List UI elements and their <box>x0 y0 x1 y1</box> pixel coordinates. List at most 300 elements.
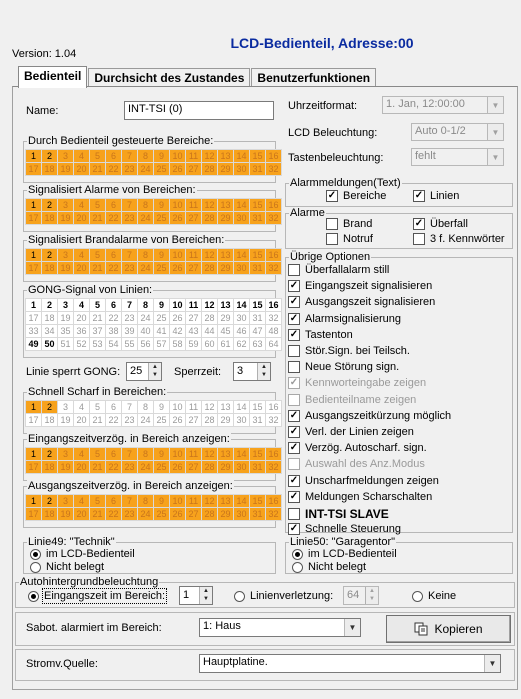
option-checkbox[interactable] <box>288 458 425 470</box>
area-cell[interactable]: 31 <box>250 461 265 473</box>
stromv-select[interactable] <box>199 654 501 673</box>
area-cell[interactable]: 22 <box>106 508 121 520</box>
area-cell[interactable]: 23 <box>122 212 137 224</box>
area-cell[interactable]: 2 <box>42 401 57 413</box>
area-cell[interactable]: 32 <box>266 163 281 175</box>
area-cell[interactable]: 10 <box>170 448 185 460</box>
area-cell[interactable]: 3 <box>58 401 73 413</box>
area-cell[interactable]: 16 <box>266 495 281 507</box>
area-cell[interactable]: 24 <box>138 262 153 274</box>
area-cell[interactable]: 28 <box>202 508 217 520</box>
area-cell[interactable]: 30 <box>234 163 249 175</box>
area-cell[interactable]: 10 <box>170 150 185 162</box>
linie50-option-nicht[interactable] <box>292 561 366 573</box>
area-cell[interactable]: 7 <box>122 249 137 261</box>
area-cell[interactable]: 17 <box>26 163 41 175</box>
checkbox-box[interactable] <box>288 264 300 276</box>
area-cell[interactable]: 21 <box>90 262 105 274</box>
area-cell[interactable]: 21 <box>90 163 105 175</box>
area-cell[interactable]: 17 <box>26 508 41 520</box>
area-cell[interactable]: 31 <box>250 262 265 274</box>
area-cell[interactable]: 9 <box>154 150 169 162</box>
tab-durchsicht[interactable]: Durchsicht des Zustandes <box>88 68 250 87</box>
area-cell[interactable]: 16 <box>266 150 281 162</box>
area-cell[interactable]: 3 <box>58 150 73 162</box>
area-cell[interactable]: 28 <box>202 212 217 224</box>
area-cell[interactable]: 26 <box>170 262 185 274</box>
area-cell[interactable]: 1 <box>26 249 41 261</box>
area-cell[interactable]: 16 <box>266 199 281 211</box>
area-cell[interactable]: 29 <box>218 212 233 224</box>
area-cell[interactable]: 22 <box>106 163 121 175</box>
area-cell[interactable]: 12 <box>202 495 217 507</box>
area-cell[interactable]: 12 <box>202 150 217 162</box>
area-cell[interactable]: 3 <box>58 249 73 261</box>
area-cell[interactable]: 1 <box>26 401 41 413</box>
area-cell[interactable]: 24 <box>138 163 153 175</box>
area-cell[interactable]: 29 <box>218 461 233 473</box>
area-cell[interactable]: 21 <box>90 461 105 473</box>
option-checkbox[interactable] <box>288 313 401 325</box>
area-cell[interactable]: 26 <box>170 212 185 224</box>
area-cell[interactable]: 4 <box>74 401 89 413</box>
area-cell[interactable]: 30 <box>234 414 249 426</box>
area-cell[interactable]: 35 <box>58 325 73 337</box>
area-cell[interactable]: 7 <box>122 495 137 507</box>
linienverletzung-radio[interactable] <box>234 590 333 602</box>
area-cell[interactable]: 29 <box>218 312 233 324</box>
area-cell[interactable]: 10 <box>170 495 185 507</box>
area-cell[interactable]: 25 <box>154 163 169 175</box>
checkbox-box[interactable] <box>288 345 300 357</box>
area-cell[interactable]: 12 <box>202 249 217 261</box>
area-cell[interactable]: 12 <box>202 199 217 211</box>
radio-button[interactable] <box>292 549 303 560</box>
area-cell[interactable]: 15 <box>250 249 265 261</box>
area-cell[interactable]: 14 <box>234 150 249 162</box>
area-cell[interactable]: 32 <box>266 508 281 520</box>
area-cell[interactable]: 16 <box>266 448 281 460</box>
area-cell[interactable]: 47 <box>250 325 265 337</box>
radio-button[interactable] <box>28 591 39 602</box>
radio-button[interactable] <box>412 591 423 602</box>
area-cell[interactable]: 10 <box>170 299 185 311</box>
area-cell[interactable]: 3 <box>58 448 73 460</box>
gong-grid[interactable] <box>25 298 282 351</box>
area-cell[interactable]: 23 <box>122 163 137 175</box>
area-cell[interactable]: 1 <box>26 150 41 162</box>
lcd-beleuchtung-select[interactable] <box>411 123 504 141</box>
area-cell[interactable]: 25 <box>154 212 169 224</box>
notruf-checkbox[interactable] <box>326 233 373 245</box>
sabot-select[interactable] <box>199 618 361 637</box>
area-cell[interactable]: 2 <box>42 150 57 162</box>
area-cell[interactable]: 25 <box>154 312 169 324</box>
area-cell[interactable]: 31 <box>250 212 265 224</box>
area-cell[interactable]: 48 <box>266 325 281 337</box>
option-checkbox[interactable] <box>288 280 432 292</box>
area-cell[interactable]: 22 <box>106 414 121 426</box>
area-cell[interactable]: 32 <box>266 461 281 473</box>
area-cell[interactable]: 28 <box>202 461 217 473</box>
area-cell[interactable]: 23 <box>122 262 137 274</box>
area-cell[interactable]: 26 <box>170 312 185 324</box>
area-cell[interactable]: 15 <box>250 299 265 311</box>
checkbox-box[interactable]: ✓ <box>414 218 424 229</box>
radio-button[interactable] <box>234 591 245 602</box>
area-cell[interactable]: 46 <box>234 325 249 337</box>
area-cell[interactable]: 50 <box>42 338 57 350</box>
area-cell[interactable]: 7 <box>122 199 137 211</box>
area-cell[interactable]: 9 <box>154 495 169 507</box>
area-cell[interactable]: 20 <box>74 212 89 224</box>
checkbox-box[interactable]: ✓ <box>289 328 299 340</box>
checkbox-box[interactable]: ✓ <box>289 490 299 502</box>
area-cell[interactable]: 11 <box>186 448 201 460</box>
area-cell[interactable]: 19 <box>58 414 73 426</box>
area-cell[interactable]: 17 <box>26 461 41 473</box>
area-cell[interactable]: 15 <box>250 401 265 413</box>
area-cell[interactable]: 16 <box>266 249 281 261</box>
area-cell[interactable]: 23 <box>122 414 137 426</box>
area-cell[interactable]: 14 <box>234 448 249 460</box>
area-cell[interactable]: 30 <box>234 312 249 324</box>
area-cell[interactable]: 18 <box>42 163 57 175</box>
area-cell[interactable]: 9 <box>154 199 169 211</box>
area-cell[interactable]: 2 <box>42 495 57 507</box>
area-cell[interactable]: 13 <box>218 249 233 261</box>
area-cell[interactable]: 16 <box>266 299 281 311</box>
area-cell[interactable]: 26 <box>170 414 185 426</box>
area-cell[interactable]: 6 <box>106 249 121 261</box>
brand-checkbox[interactable] <box>326 218 372 230</box>
area-cell[interactable]: 15 <box>250 150 265 162</box>
option-checkbox[interactable] <box>288 394 416 406</box>
radio-button[interactable] <box>30 562 41 573</box>
spinner-arrows-icon[interactable]: ▲ ▼ <box>257 363 270 380</box>
area-cell[interactable]: 19 <box>58 212 73 224</box>
checkbox-box[interactable]: ✓ <box>289 377 299 389</box>
area-cell[interactable]: 18 <box>42 312 57 324</box>
area-cell[interactable]: 4 <box>74 249 89 261</box>
tab-bedienteil[interactable]: Bedienteil <box>18 66 87 88</box>
area-cell[interactable]: 52 <box>74 338 89 350</box>
area-cell[interactable]: 14 <box>234 199 249 211</box>
area-cell[interactable]: 21 <box>90 212 105 224</box>
area-cell[interactable]: 8 <box>138 401 153 413</box>
area-cell[interactable]: 18 <box>42 262 57 274</box>
checkbox-box[interactable]: ✓ <box>289 312 299 324</box>
area-cell[interactable]: 24 <box>138 312 153 324</box>
sperrzeit-spinner[interactable] <box>233 362 271 381</box>
eingangszeit-bereich-grid[interactable] <box>25 447 282 474</box>
kennwoerter-checkbox[interactable] <box>413 233 505 245</box>
area-cell[interactable]: 19 <box>58 163 73 175</box>
area-cell[interactable]: 4 <box>74 299 89 311</box>
eingangszeit-radio[interactable] <box>28 590 165 602</box>
area-cell[interactable]: 3 <box>58 299 73 311</box>
area-cell[interactable]: 19 <box>58 312 73 324</box>
area-cell[interactable]: 31 <box>250 163 265 175</box>
checkbox-box[interactable]: ✓ <box>289 523 299 535</box>
area-cell[interactable]: 7 <box>122 299 137 311</box>
area-cell[interactable]: 5 <box>90 249 105 261</box>
area-cell[interactable]: 44 <box>202 325 217 337</box>
area-cell[interactable]: 24 <box>138 508 153 520</box>
option-checkbox[interactable] <box>288 361 399 373</box>
spinner-arrows-icon[interactable]: ▲ ▼ <box>365 587 378 604</box>
area-cell[interactable]: 56 <box>138 338 153 350</box>
area-cell[interactable]: 32 <box>266 312 281 324</box>
area-cell[interactable]: 5 <box>90 495 105 507</box>
area-cell[interactable]: 25 <box>154 262 169 274</box>
area-cell[interactable]: 22 <box>106 312 121 324</box>
option-checkbox[interactable] <box>288 345 410 357</box>
area-cell[interactable]: 13 <box>218 495 233 507</box>
area-cell[interactable]: 26 <box>170 163 185 175</box>
area-cell[interactable]: 55 <box>122 338 137 350</box>
area-cell[interactable]: 4 <box>74 448 89 460</box>
area-cell[interactable]: 25 <box>154 461 169 473</box>
option-checkbox[interactable] <box>288 329 353 341</box>
option-checkbox[interactable] <box>288 296 435 308</box>
area-cell[interactable]: 49 <box>26 338 41 350</box>
linien-checkbox[interactable] <box>413 190 459 202</box>
checkbox-box[interactable]: ✓ <box>289 442 299 454</box>
area-cell[interactable]: 28 <box>202 312 217 324</box>
area-cell[interactable]: 27 <box>186 312 201 324</box>
area-cell[interactable]: 64 <box>266 338 281 350</box>
tab-benutzerfunktionen[interactable]: Benutzerfunktionen <box>251 68 376 87</box>
area-cell[interactable]: 10 <box>170 249 185 261</box>
area-cell[interactable]: 11 <box>186 299 201 311</box>
area-cell[interactable]: 4 <box>74 150 89 162</box>
area-cell[interactable]: 8 <box>138 199 153 211</box>
name-input[interactable]: INT-TSI (0) <box>124 101 274 120</box>
area-cell[interactable]: 21 <box>90 312 105 324</box>
checkbox-box[interactable]: ✓ <box>289 409 299 421</box>
area-cell[interactable]: 29 <box>218 262 233 274</box>
area-cell[interactable]: 8 <box>138 249 153 261</box>
area-cell[interactable]: 17 <box>26 212 41 224</box>
alarme-bereiche-grid[interactable] <box>25 198 282 225</box>
area-cell[interactable]: 20 <box>74 414 89 426</box>
area-cell[interactable]: 32 <box>266 414 281 426</box>
ausgangszeit-bereich-grid[interactable] <box>25 494 282 521</box>
area-cell[interactable]: 9 <box>154 401 169 413</box>
option-checkbox[interactable] <box>288 523 401 535</box>
area-cell[interactable]: 27 <box>186 262 201 274</box>
area-cell[interactable]: 51 <box>58 338 73 350</box>
area-cell[interactable]: 12 <box>202 401 217 413</box>
checkbox-box[interactable]: ✓ <box>289 280 299 292</box>
schnell-scharf-grid[interactable] <box>25 400 282 427</box>
area-cell[interactable]: 14 <box>234 299 249 311</box>
area-cell[interactable]: 3 <box>58 495 73 507</box>
area-cell[interactable]: 18 <box>42 212 57 224</box>
area-cell[interactable]: 38 <box>106 325 121 337</box>
area-cell[interactable]: 2 <box>42 249 57 261</box>
area-cell[interactable]: 1 <box>26 448 41 460</box>
area-cell[interactable]: 19 <box>58 262 73 274</box>
area-cell[interactable]: 13 <box>218 150 233 162</box>
area-cell[interactable]: 13 <box>218 401 233 413</box>
area-cell[interactable]: 18 <box>42 414 57 426</box>
area-cell[interactable]: 30 <box>234 461 249 473</box>
checkbox-box[interactable] <box>288 361 300 373</box>
option-checkbox[interactable] <box>288 491 432 503</box>
area-cell[interactable]: 58 <box>170 338 185 350</box>
area-cell[interactable]: 37 <box>90 325 105 337</box>
area-cell[interactable]: 1 <box>26 299 41 311</box>
area-cell[interactable]: 27 <box>186 414 201 426</box>
area-cell[interactable]: 13 <box>218 199 233 211</box>
area-cell[interactable]: 5 <box>90 150 105 162</box>
area-cell[interactable]: 22 <box>106 212 121 224</box>
area-cell[interactable]: 6 <box>106 150 121 162</box>
area-cell[interactable]: 36 <box>74 325 89 337</box>
kopieren-button[interactable] <box>386 615 511 643</box>
area-cell[interactable]: 39 <box>122 325 137 337</box>
area-cell[interactable]: 20 <box>74 312 89 324</box>
spinner-arrows-icon[interactable]: ▲ ▼ <box>148 363 161 380</box>
area-cell[interactable]: 32 <box>266 212 281 224</box>
area-cell[interactable]: 17 <box>26 312 41 324</box>
area-cell[interactable]: 9 <box>154 448 169 460</box>
area-cell[interactable]: 8 <box>138 495 153 507</box>
area-cell[interactable]: 28 <box>202 414 217 426</box>
area-cell[interactable]: 2 <box>42 448 57 460</box>
area-cell[interactable]: 18 <box>42 461 57 473</box>
area-cell[interactable]: 14 <box>234 249 249 261</box>
area-cell[interactable]: 27 <box>186 163 201 175</box>
linienverletzung-spinner[interactable] <box>343 586 379 605</box>
area-cell[interactable]: 30 <box>234 212 249 224</box>
area-cell[interactable]: 24 <box>138 414 153 426</box>
checkbox-box[interactable]: ✓ <box>289 426 299 437</box>
area-cell[interactable]: 14 <box>234 495 249 507</box>
area-cell[interactable]: 1 <box>26 495 41 507</box>
area-cell[interactable]: 60 <box>202 338 217 350</box>
area-cell[interactable]: 5 <box>90 448 105 460</box>
area-cell[interactable]: 22 <box>106 461 121 473</box>
area-cell[interactable]: 7 <box>122 150 137 162</box>
area-cell[interactable]: 2 <box>42 199 57 211</box>
area-cell[interactable]: 7 <box>122 401 137 413</box>
area-cell[interactable]: 43 <box>186 325 201 337</box>
ueberfall-checkbox[interactable] <box>413 218 468 230</box>
area-cell[interactable]: 23 <box>122 312 137 324</box>
area-cell[interactable]: 29 <box>218 414 233 426</box>
area-cell[interactable]: 24 <box>138 212 153 224</box>
area-cell[interactable]: 6 <box>106 495 121 507</box>
area-cell[interactable]: 27 <box>186 461 201 473</box>
area-cell[interactable]: 29 <box>218 508 233 520</box>
gesteuerte-bereiche-grid[interactable] <box>25 149 282 176</box>
area-cell[interactable]: 6 <box>106 199 121 211</box>
brandalarme-bereiche-grid[interactable] <box>25 248 282 275</box>
area-cell[interactable]: 6 <box>106 299 121 311</box>
area-cell[interactable]: 63 <box>250 338 265 350</box>
area-cell[interactable]: 15 <box>250 448 265 460</box>
area-cell[interactable]: 7 <box>122 448 137 460</box>
area-cell[interactable]: 23 <box>122 508 137 520</box>
area-cell[interactable]: 15 <box>250 199 265 211</box>
area-cell[interactable]: 25 <box>154 414 169 426</box>
linie50-option-lcd[interactable] <box>292 548 397 560</box>
area-cell[interactable]: 26 <box>170 508 185 520</box>
eingangszeit-spinner[interactable] <box>179 586 213 605</box>
area-cell[interactable]: 54 <box>106 338 121 350</box>
option-checkbox[interactable] <box>288 475 439 487</box>
area-cell[interactable]: 5 <box>90 199 105 211</box>
bereiche-checkbox[interactable] <box>326 190 386 202</box>
area-cell[interactable]: 9 <box>154 299 169 311</box>
area-cell[interactable]: 19 <box>58 461 73 473</box>
checkbox-box[interactable]: ✓ <box>327 190 337 201</box>
area-cell[interactable]: 34 <box>42 325 57 337</box>
area-cell[interactable]: 28 <box>202 163 217 175</box>
area-cell[interactable]: 24 <box>138 461 153 473</box>
area-cell[interactable]: 8 <box>138 150 153 162</box>
uhrzeitformat-select[interactable] <box>382 96 504 114</box>
checkbox-box[interactable] <box>326 233 338 245</box>
area-cell[interactable]: 29 <box>218 163 233 175</box>
area-cell[interactable]: 19 <box>58 508 73 520</box>
area-cell[interactable]: 13 <box>218 448 233 460</box>
area-cell[interactable]: 57 <box>154 338 169 350</box>
area-cell[interactable]: 40 <box>138 325 153 337</box>
tastenbeleuchtung-select[interactable] <box>411 148 504 166</box>
area-cell[interactable]: 62 <box>234 338 249 350</box>
area-cell[interactable]: 30 <box>234 262 249 274</box>
area-cell[interactable]: 2 <box>42 299 57 311</box>
area-cell[interactable]: 11 <box>186 495 201 507</box>
area-cell[interactable]: 27 <box>186 212 201 224</box>
linie-sperrt-spinner[interactable] <box>126 362 162 381</box>
area-cell[interactable]: 53 <box>90 338 105 350</box>
area-cell[interactable]: 31 <box>250 312 265 324</box>
option-checkbox[interactable] <box>288 410 451 422</box>
checkbox-box[interactable]: ✓ <box>289 296 299 308</box>
spinner-arrows-icon[interactable]: ▲ ▼ <box>199 587 212 604</box>
area-cell[interactable]: 8 <box>138 299 153 311</box>
area-cell[interactable]: 33 <box>26 325 41 337</box>
area-cell[interactable]: 17 <box>26 414 41 426</box>
area-cell[interactable]: 32 <box>266 262 281 274</box>
area-cell[interactable]: 5 <box>90 401 105 413</box>
option-checkbox[interactable] <box>288 426 414 438</box>
checkbox-box[interactable]: ✓ <box>289 474 299 486</box>
checkbox-box[interactable]: ✓ <box>414 190 424 201</box>
checkbox-box[interactable] <box>413 233 425 245</box>
area-cell[interactable]: 5 <box>90 299 105 311</box>
area-cell[interactable]: 25 <box>154 508 169 520</box>
area-cell[interactable]: 14 <box>234 401 249 413</box>
checkbox-box[interactable] <box>326 218 338 230</box>
area-cell[interactable]: 13 <box>218 299 233 311</box>
area-cell[interactable]: 16 <box>266 401 281 413</box>
area-cell[interactable]: 10 <box>170 401 185 413</box>
area-cell[interactable]: 41 <box>154 325 169 337</box>
area-cell[interactable]: 6 <box>106 401 121 413</box>
option-checkbox[interactable] <box>288 442 427 454</box>
area-cell[interactable]: 18 <box>42 508 57 520</box>
checkbox-box[interactable] <box>288 394 300 406</box>
area-cell[interactable]: 4 <box>74 199 89 211</box>
area-cell[interactable]: 1 <box>26 199 41 211</box>
area-cell[interactable]: 61 <box>218 338 233 350</box>
